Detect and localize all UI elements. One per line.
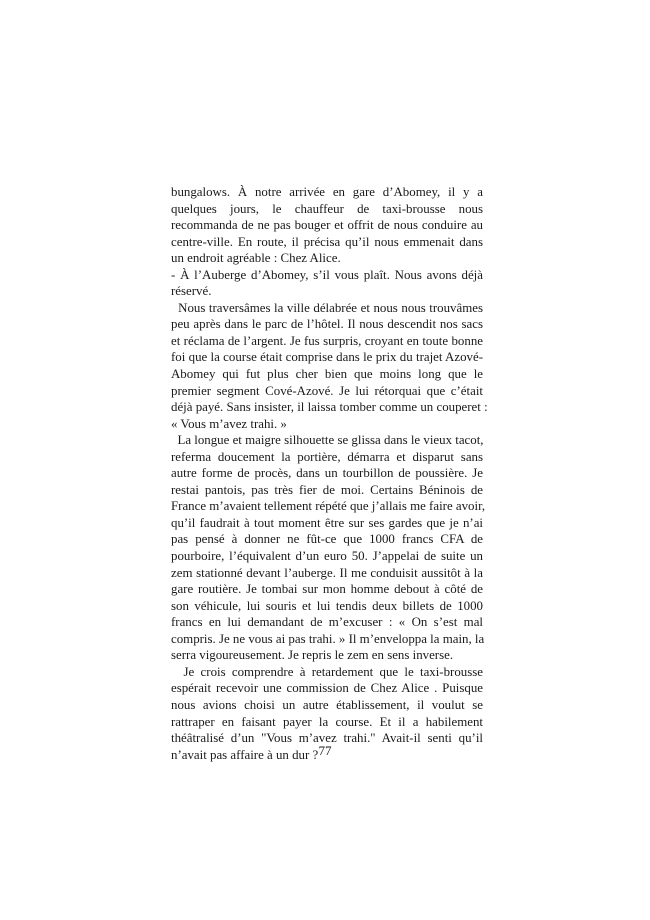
text-line: quelques jours, le chauffeur de taxi-brousse nous bbox=[171, 201, 483, 216]
text-line: France m’avaient tellement répété que j’allais me faire avoir, bbox=[171, 499, 486, 514]
text-line: Nous traversâmes la ville délabrée et nous nous trouvâmes bbox=[171, 300, 483, 315]
text-line: déjà payé. Sans insister, il laissa tomber comme un couperet : bbox=[171, 400, 488, 415]
text-line: gare routière. Je tombai sur mon homme debout à côté de bbox=[171, 582, 483, 597]
text-line: un endroit agréable : Chez Alice. bbox=[171, 251, 341, 266]
text-line: Je crois comprendre à retardement que le taxi-brousse bbox=[171, 664, 483, 679]
text-line: et réclama de l’argent. Je fus surpris, croyant en toute bonne bbox=[171, 333, 483, 348]
text-line: n’avait pas affaire à un dur ? bbox=[171, 747, 319, 762]
text-line: Abomey qui fut plus cher bien que moins long que le bbox=[171, 367, 483, 382]
text-line: compris. Je ne vous ai pas trahi. » Il m’enveloppa la main, la bbox=[171, 631, 485, 646]
text-line: son véhicule, lui souris et lui tendis deux billets de 1000 bbox=[171, 598, 483, 613]
body-text bbox=[171, 184, 488, 763]
text-line: pourboire, l’équivalent d’un euro 50. J’appelai de suite un bbox=[171, 549, 483, 564]
text-line: bungalows. À notre arrivée en gare d’Abomey, il y a bbox=[171, 185, 483, 199]
text-line: pas pensé à donner ne fût-ce que 1000 francs CFA de bbox=[171, 532, 483, 547]
text-line: espérait recevoir une commission de Chez Alice . Puisque bbox=[171, 681, 483, 696]
text-line: qu’il faudrait à tout moment être sur ses gardes que je n’ai bbox=[171, 515, 483, 530]
text-line: rattraper en faisant payer la course. Et il a habilement bbox=[171, 714, 483, 729]
text-line: - À l’Auberge d’Abomey, s’il vous plaît. Nous avons déjà bbox=[171, 267, 483, 282]
text-line: referma doucement la portière, démarra et disparut sans bbox=[171, 449, 483, 464]
text-line: recommanda de ne pas bouger et offrit de nous conduire au bbox=[171, 218, 483, 233]
text-line: La longue et maigre silhouette se glissa dans le vieux tacot, bbox=[171, 433, 484, 448]
text-line: zem stationné devant l’auberge. Il me conduisit aussitôt à la bbox=[171, 565, 483, 580]
text-line: francs en lui demandant de m’excuser : « On s’est mal bbox=[171, 615, 483, 630]
text-line: réservé. bbox=[171, 284, 212, 299]
text-line: nous avions choisi un autre établissement, il voulut se bbox=[171, 697, 483, 712]
text-line: théâtralisé d’un "Vous m’avez trahi." Avait-il senti qu’il bbox=[171, 731, 483, 746]
text-line: peu après dans le parc de l’hôtel. Il nous descendit nos sacs bbox=[171, 317, 483, 332]
text-line: restai pantois, pas très fier de moi. Certains Béninois de bbox=[171, 482, 483, 497]
text-line: centre-ville. En route, il précisa qu’il nous emmenait dans bbox=[171, 234, 483, 249]
text-line: foi que la course était comprise dans le prix du trajet Azové- bbox=[171, 350, 483, 365]
text-line: « Vous m’avez trahi. » bbox=[171, 416, 287, 431]
text-line: autre forme de procès, dans un tourbillon de poussière. Je bbox=[171, 466, 483, 481]
page-number: 77 bbox=[318, 743, 332, 758]
text-line: premier segment Cové-Azové. Je lui rétorquai que c’était bbox=[171, 383, 483, 398]
text-line: serra vigoureusement. Je repris le zem en sens inverse. bbox=[171, 648, 454, 663]
